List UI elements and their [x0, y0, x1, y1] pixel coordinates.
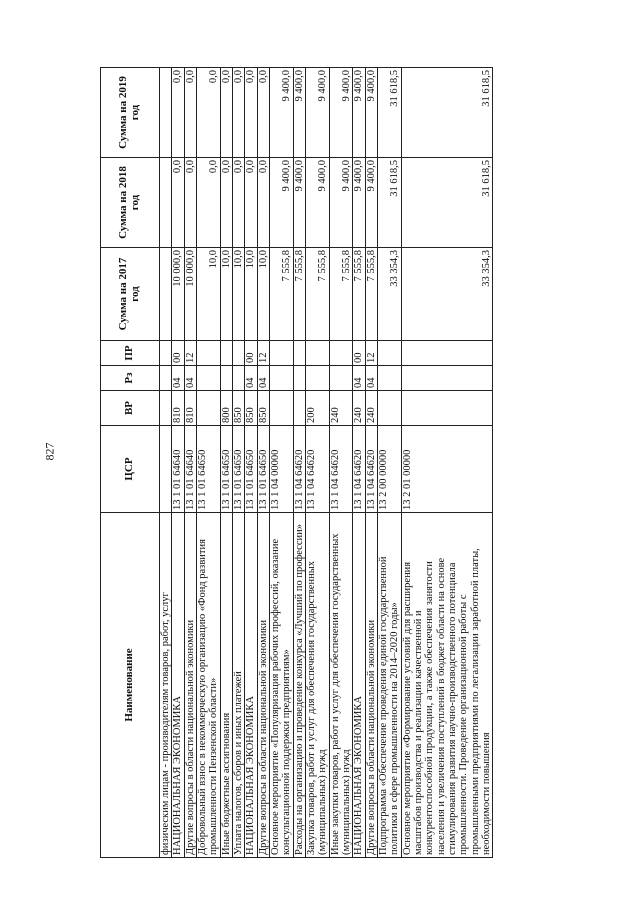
row-sum-2018: 0,0: [245, 158, 257, 248]
rotated-page: [100, 68, 595, 858]
row-name: Расходы на организацию и проведение конкурса «Лучший по профессии»: [293, 513, 305, 858]
row-sum-2018: 9 400,0: [353, 158, 365, 248]
budget-table: [100, 67, 493, 858]
row-sum-2019: 9 400,0: [329, 68, 353, 158]
rotated-content: [100, 68, 595, 858]
row-rz: [329, 366, 353, 391]
row-vr: [377, 391, 401, 426]
row-sum-2019: 0,0: [257, 68, 269, 158]
table-row: [220, 68, 232, 858]
row-vr: [269, 391, 293, 426]
row-pr: [269, 341, 293, 366]
row-pr: [232, 341, 244, 366]
row-pr: 12: [184, 341, 196, 366]
row-rz: [232, 366, 244, 391]
table-row: [196, 68, 220, 858]
row-sum-2018: 9 400,0: [293, 158, 305, 248]
row-vr: 240: [365, 391, 377, 426]
row-sum-2019: 9 400,0: [269, 68, 293, 158]
row-name: Иные закупки товаров, работ и услуг для обеспечения государственных (муниципальных) нужд: [329, 513, 353, 858]
row-name: Иные бюджетные ассигнования: [220, 513, 232, 858]
row-rz: [160, 366, 172, 391]
row-pr: 00: [245, 341, 257, 366]
row-csr: [160, 426, 172, 513]
row-csr: 13 1 04 00000: [269, 426, 293, 513]
row-csr: 13 1 01 64650: [245, 426, 257, 513]
page-number: 827: [42, 442, 57, 461]
row-name: НАЦИОНАЛЬНАЯ ЭКОНОМИКА: [245, 513, 257, 858]
row-rz: 04: [245, 366, 257, 391]
row-sum-2017: 33 354,3: [377, 248, 401, 341]
table-row: [172, 68, 184, 858]
row-csr: 13 1 04 64620: [353, 426, 365, 513]
row-vr: [401, 391, 493, 426]
row-rz: [401, 366, 493, 391]
row-csr: 13 1 04 64620: [329, 426, 353, 513]
row-rz: 04: [257, 366, 269, 391]
row-name: НАЦИОНАЛЬНАЯ ЭКОНОМИКА: [172, 513, 184, 858]
row-vr: 800: [220, 391, 232, 426]
row-name: физическим лицам - производителям товаров, работ, услуг: [160, 513, 172, 858]
row-pr: [377, 341, 401, 366]
row-name: Другие вопросы в области национальной экономики: [365, 513, 377, 858]
row-vr: [160, 391, 172, 426]
header-sum-2018: Сумма на 2018 год: [101, 158, 160, 248]
table-row: [353, 68, 365, 858]
row-sum-2019: 9 400,0: [365, 68, 377, 158]
row-sum-2018: 0,0: [172, 158, 184, 248]
row-csr: 13 2 01 00000: [401, 426, 493, 513]
row-vr: 200: [305, 391, 329, 426]
row-sum-2017: 10,0: [245, 248, 257, 341]
row-sum-2017: 33 354,3: [401, 248, 493, 341]
row-vr: 810: [184, 391, 196, 426]
row-rz: 04: [365, 366, 377, 391]
row-sum-2018: 0,0: [220, 158, 232, 248]
table-row: [232, 68, 244, 858]
header-name: Наименование: [101, 513, 160, 858]
row-sum-2018: 0,0: [196, 158, 220, 248]
row-csr: 13 2 00 00000: [377, 426, 401, 513]
row-sum-2018: 31 618,5: [377, 158, 401, 248]
row-name: Добровольный взнос в некоммерческую организацию «Фонд развития промышленности Пензенской области»: [196, 513, 220, 858]
row-sum-2019: 0,0: [172, 68, 184, 158]
row-name: Другие вопросы в области национальной экономики: [257, 513, 269, 858]
row-sum-2019: 31 618,5: [377, 68, 401, 158]
row-rz: 04: [172, 366, 184, 391]
row-sum-2018: 9 400,0: [329, 158, 353, 248]
row-rz: [293, 366, 305, 391]
table-row: [305, 68, 329, 858]
row-sum-2018: 0,0: [257, 158, 269, 248]
row-rz: [377, 366, 401, 391]
row-sum-2019: 9 400,0: [293, 68, 305, 158]
row-vr: 850: [257, 391, 269, 426]
row-sum-2017: 10 000,0: [184, 248, 196, 341]
row-sum-2018: 0,0: [184, 158, 196, 248]
row-sum-2019: [160, 68, 172, 158]
row-sum-2019: 0,0: [220, 68, 232, 158]
row-sum-2019: 0,0: [232, 68, 244, 158]
row-sum-2017: 7 555,8: [365, 248, 377, 341]
row-pr: [196, 341, 220, 366]
table-row: [160, 68, 172, 858]
row-csr: 13 1 04 64620: [305, 426, 329, 513]
row-sum-2017: 7 555,8: [305, 248, 329, 341]
row-sum-2017: 7 555,8: [293, 248, 305, 341]
row-pr: [329, 341, 353, 366]
row-sum-2018: 9 400,0: [305, 158, 329, 248]
row-vr: 240: [353, 391, 365, 426]
row-csr: 13 1 01 64640: [184, 426, 196, 513]
row-vr: 850: [245, 391, 257, 426]
row-sum-2017: 10,0: [196, 248, 220, 341]
table-row: [365, 68, 377, 858]
row-sum-2018: 0,0: [232, 158, 244, 248]
row-csr: 13 1 01 64650: [257, 426, 269, 513]
header-vr: ВР: [101, 391, 160, 426]
row-rz: [305, 366, 329, 391]
row-rz: 04: [353, 366, 365, 391]
row-name: Основное мероприятие «Формирование условий для расширения масштабов производства и реализации качественной и конкурентоспособной продукции, а также обеспечения занятости населения и увеличения поступлений в бюджет области на основе стимулирования развития научно-производственного потенциала промышленности. Проведение организационной работы с промышленными предприятиями по легализации заработной платы, необходимости повышения: [401, 513, 493, 858]
row-csr: 13 1 01 64640: [172, 426, 184, 513]
row-sum-2017: 10,0: [232, 248, 244, 341]
row-name: НАЦИОНАЛЬНАЯ ЭКОНОМИКА: [353, 513, 365, 858]
table-row: [257, 68, 269, 858]
row-rz: [220, 366, 232, 391]
row-vr: [293, 391, 305, 426]
table-row: [329, 68, 353, 858]
row-name: Закупка товаров, работ и услуг для обеспечения государственных (муниципальных) нужд: [305, 513, 329, 858]
row-pr: 12: [257, 341, 269, 366]
row-sum-2017: 7 555,8: [329, 248, 353, 341]
row-pr: [401, 341, 493, 366]
row-vr: 810: [172, 391, 184, 426]
table-row: [184, 68, 196, 858]
row-sum-2018: 9 400,0: [365, 158, 377, 248]
row-pr: 00: [172, 341, 184, 366]
row-pr: 12: [365, 341, 377, 366]
row-name: Основное мероприятие «Популяризация рабочих профессий, оказание консультационной поддержки предприятиям»: [269, 513, 293, 858]
row-csr: 13 1 01 64650: [220, 426, 232, 513]
row-sum-2019: 31 618,5: [401, 68, 493, 158]
row-sum-2019: 0,0: [196, 68, 220, 158]
row-pr: [160, 341, 172, 366]
table-row: [401, 68, 493, 858]
header-csr: ЦСР: [101, 426, 160, 513]
row-csr: 13 1 04 64620: [293, 426, 305, 513]
row-rz: [196, 366, 220, 391]
row-sum-2017: 7 555,8: [269, 248, 293, 341]
row-pr: [293, 341, 305, 366]
row-sum-2017: 7 555,8: [353, 248, 365, 341]
row-name: Подпрограмма «Обеспечение проведения единой государственной политики в сфере промышленности на 2014–2020 годы»: [377, 513, 401, 858]
row-sum-2019: 9 400,0: [305, 68, 329, 158]
table-header-row: [101, 68, 160, 858]
row-vr: 850: [232, 391, 244, 426]
row-sum-2018: [160, 158, 172, 248]
row-pr: 00: [353, 341, 365, 366]
row-sum-2018: 31 618,5: [401, 158, 493, 248]
row-sum-2019: 9 400,0: [353, 68, 365, 158]
row-vr: [196, 391, 220, 426]
row-rz: 04: [184, 366, 196, 391]
table-row: [377, 68, 401, 858]
row-csr: 13 1 01 64650: [232, 426, 244, 513]
row-csr: 13 1 04 64620: [365, 426, 377, 513]
row-sum-2019: 0,0: [245, 68, 257, 158]
row-name: Другие вопросы в области национальной экономики: [184, 513, 196, 858]
row-sum-2017: 10,0: [257, 248, 269, 341]
header-pr: ПР: [101, 341, 160, 366]
row-sum-2019: 0,0: [184, 68, 196, 158]
header-rz: Рз: [101, 366, 160, 391]
row-pr: [220, 341, 232, 366]
row-sum-2017: 10,0: [220, 248, 232, 341]
row-sum-2017: [160, 248, 172, 341]
row-vr: 240: [329, 391, 353, 426]
row-sum-2018: 9 400,0: [269, 158, 293, 248]
table-row: [293, 68, 305, 858]
table-row: [269, 68, 293, 858]
header-sum-2019: Сумма на 2019 год: [101, 68, 160, 158]
row-name: Уплата налогов, сборов и иных платежей: [232, 513, 244, 858]
row-sum-2017: 10 000,0: [172, 248, 184, 341]
row-csr: 13 1 01 64650: [196, 426, 220, 513]
header-sum-2017: Сумма на 2017 год: [101, 248, 160, 341]
table-row: [245, 68, 257, 858]
row-pr: [305, 341, 329, 366]
row-rz: [269, 366, 293, 391]
